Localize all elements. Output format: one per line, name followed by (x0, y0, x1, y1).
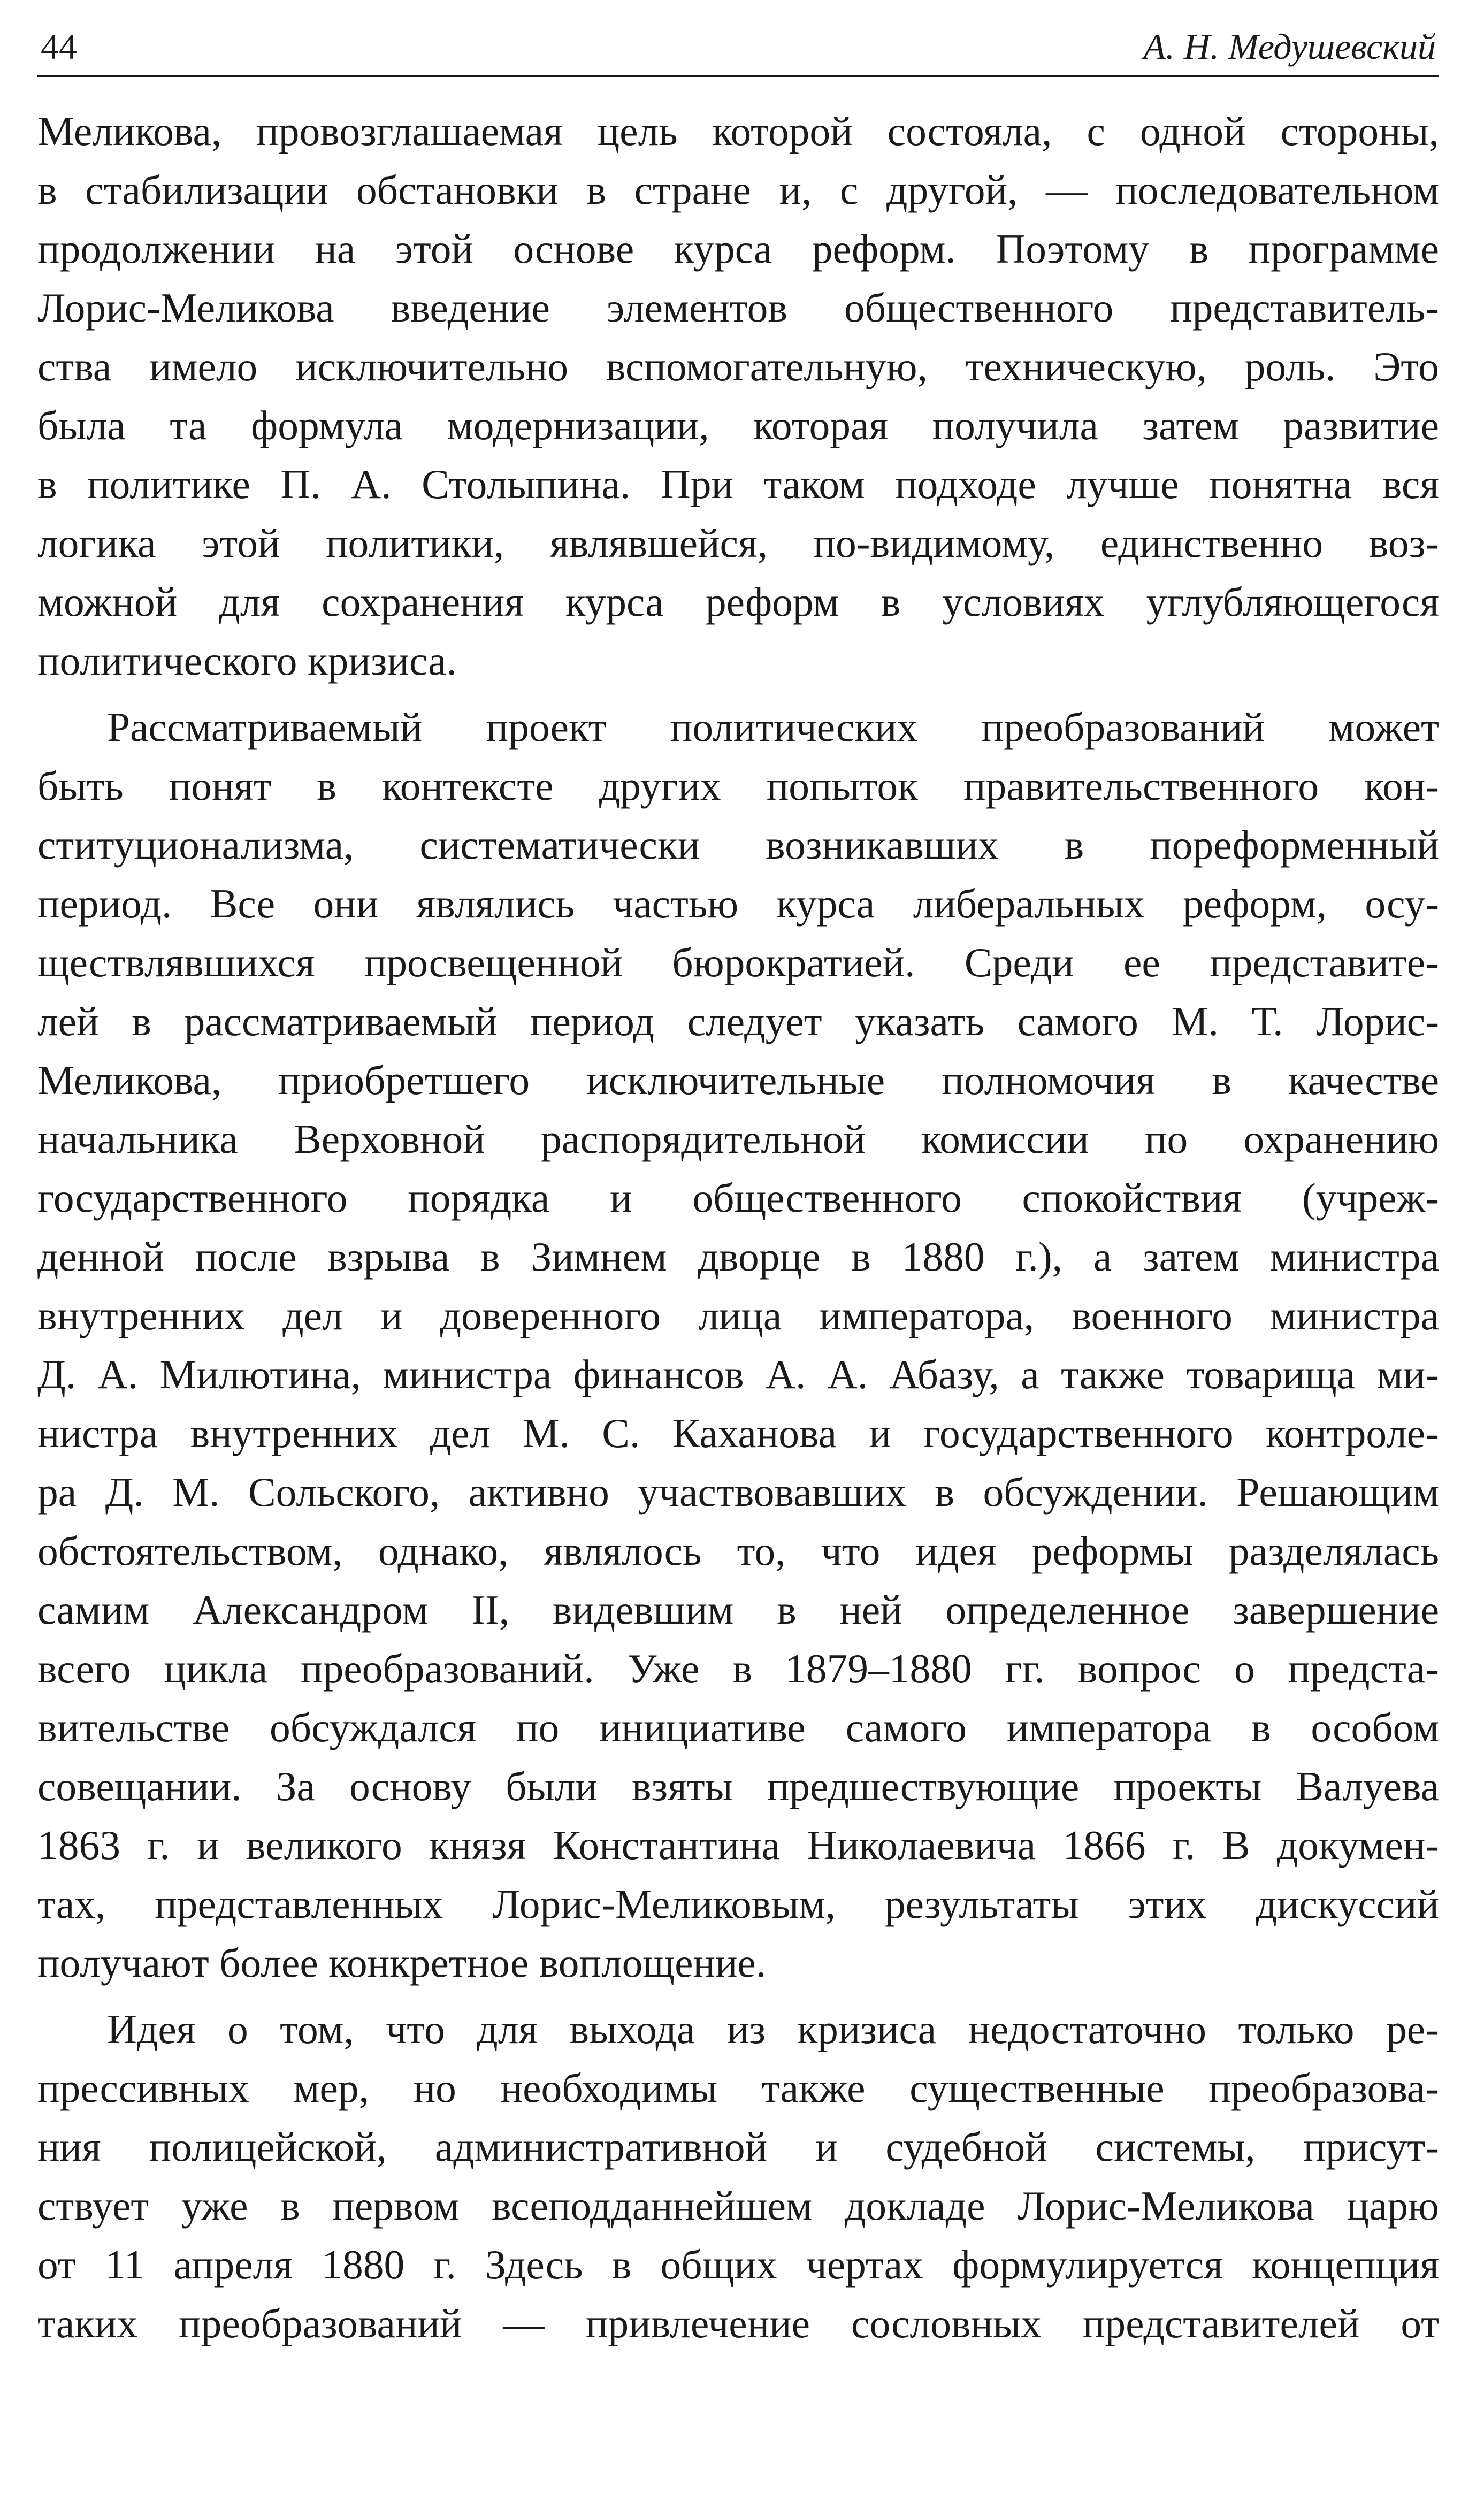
page-number: 44 (41, 26, 77, 67)
text-line: ния полицейской, административной и судебной системы, присут- (37, 2124, 1439, 2170)
text-line: в политике П. А. Столыпина. При таком подходе лучше понятна вся (37, 461, 1439, 507)
book-page (37, 21, 1439, 2353)
text-line: совещании. За основу были взяты предшествующие проекты Валуева (37, 1763, 1439, 1809)
running-head (37, 21, 1439, 77)
text-line: от 11 апреля 1880 г. Здесь в общих чертах формулируется концепция (37, 2242, 1439, 2288)
text-line: можной для сохранения курса реформ в условиях углубляющегося (37, 579, 1439, 625)
text-line: лей в рассматриваемый период следует указать самого М. Т. Лорис- (37, 998, 1439, 1044)
paragraph-3 (37, 2000, 1439, 2353)
text-line: Д. А. Милютина, министра финансов А. А. Абазу, а также товарища ми- (37, 1351, 1439, 1397)
text-line: ства имело исключительно вспомогательную, техническую, роль. Это (37, 343, 1439, 389)
text-line: в стабилизации обстановки в стране и, с другой, — последовательном (37, 167, 1439, 213)
text-line: прессивных мер, но необходимы также существенные преобразова- (37, 2065, 1439, 2111)
text-line: быть понят в контексте других попыток правительственного кон- (37, 763, 1439, 809)
text-line: государственного порядка и общественного спокойствия (учреж- (37, 1175, 1439, 1221)
body-text (37, 102, 1439, 2353)
text-line: ствует уже в первом всеподданнейшем докладе Лорис-Меликова царю (37, 2183, 1439, 2229)
paragraph-1 (37, 102, 1439, 690)
text-line: была та формула модернизации, которая получила затем развитие (37, 402, 1439, 448)
text-line: Меликова, приобретшего исключительные полномочия в качестве (37, 1057, 1439, 1103)
text-line: всего цикла преобразований. Уже в 1879–1880 гг. вопрос о предста- (37, 1646, 1439, 1692)
text-line: ра Д. М. Сольского, активно участвовавших в обсуждении. Решающим (37, 1469, 1439, 1515)
text-line: внутренних дел и доверенного лица императора, военного министра (37, 1292, 1439, 1338)
text-line: самим Александром II, видевшим в ней определенное завершение (37, 1587, 1439, 1633)
text-line: продолжении на этой основе курса реформ. Поэтому в программе (37, 226, 1439, 272)
text-line: Лорис-Меликова введение элементов общественного представитель- (37, 285, 1439, 331)
text-line: денной после взрыва в Зимнем дворце в 1880 г.), а затем министра (37, 1234, 1439, 1280)
text-line: начальника Верховной распорядительной комиссии по охранению (37, 1116, 1439, 1162)
text-line: Идея о том, что для выхода из кризиса недостаточно только ре- (107, 2006, 1439, 2052)
text-line: Меликова, провозглашаемая цель которой состояла, с одной стороны, (37, 108, 1439, 154)
text-line: нистра внутренних дел М. С. Каханова и государственного контроле- (37, 1410, 1439, 1456)
text-line: политического кризиса. (37, 638, 457, 684)
text-line: получают более конкретное воплощение. (37, 1940, 767, 1986)
text-line: тах, представленных Лорис-Меликовым, результаты этих дискуссий (37, 1881, 1439, 1927)
text-line: ституционализма, систематически возникавших в пореформенный (37, 822, 1439, 868)
text-line: ществлявшихся просвещенной бюрократией. Среди ее представите- (37, 939, 1439, 985)
text-line: логика этой политики, являвшейся, по-видимому, единственно воз- (37, 520, 1439, 566)
text-line: вительстве обсуждался по инициативе самого императора в особом (37, 1704, 1439, 1750)
text-line: Рассматриваемый проект политических преобразований может (107, 704, 1439, 750)
text-line: обстоятельством, однако, являлось то, что идея реформы разделялась (37, 1528, 1439, 1574)
text-line: таких преобразований — привлечение сословных представителей от (37, 2300, 1439, 2346)
running-head-author: А. Н. Медушевский (1143, 26, 1436, 67)
paragraph-2 (37, 698, 1439, 1992)
text-line: период. Все они являлись частью курса либеральных реформ, осу- (37, 881, 1439, 927)
text-line: 1863 г. и великого князя Константина Николаевича 1866 г. В докумен- (37, 1822, 1439, 1868)
